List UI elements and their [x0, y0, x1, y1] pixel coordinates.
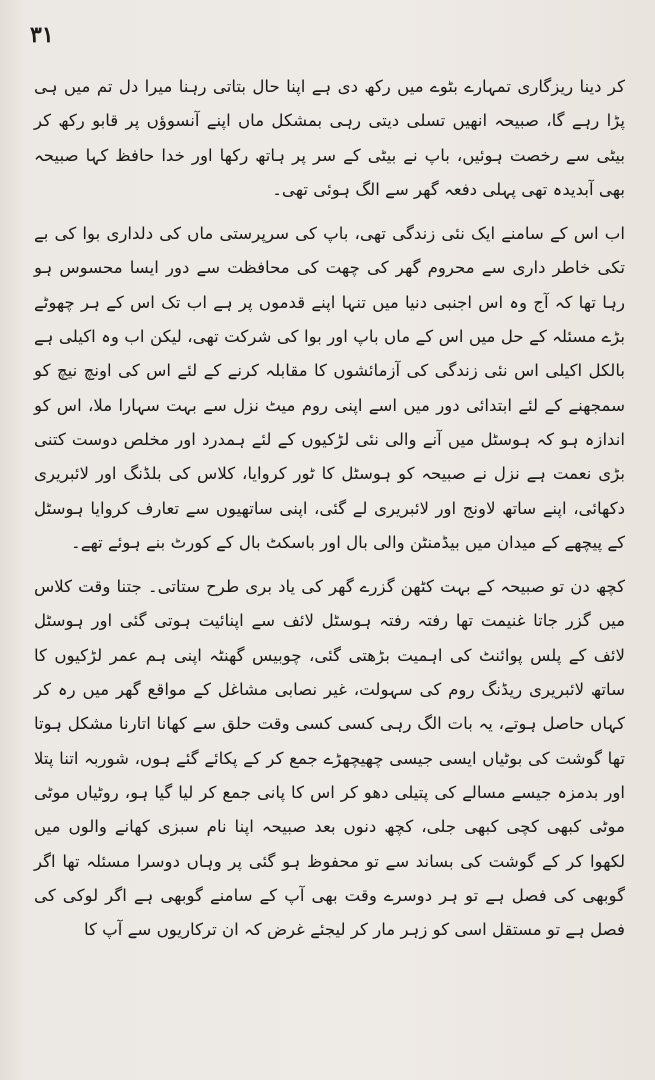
page-number: ۳۱: [30, 22, 54, 48]
paragraph-2: اب اس کے سامنے ایک نئی زندگی تھی، باپ کی سرپرستی ماں کی دلداری بوا کی بے تکی خاطر داری سے محروم گھر کی چھت کی محافظت سے دور ایسا محسوس ہو رہا تھا کہ آج وہ اس اجنبی دنیا میں تنہا اپنے قدموں پر ہے اب تک اس کے ہر چھوٹے بڑے مسئلہ کے حل میں اس کے ماں باپ اور بوا کی شرکت تھی، لیکن اب وہ اکیلی ہے بالکل اکیلی اس نئی زندگی کی آزمائشوں کا مقابلہ کرنے کے لئے اس کی اونچ نیچ کو سمجھنے کے لئے ابتدائی دور میں اسے اپنی روم میٹ نزل سے بہت سہارا ملا، اس کو اندازہ ہو کہ ہوسٹل میں آنے والی نئی لڑکیوں کے لئے ہمدرد اور مخلص دوست کتنی بڑی نعمت ہے نزل نے صبیحہ کو ہوسٹل کا ٹور کروایا، کلاس کی بلڈنگ اور لائبریری دکھائی، اپنے ساتھ لاونج اور لائبریری لے گئی، اپنی ساتھیوں سے تعارف کروایا ہوسٹل کے پیچھے کے میدان میں بیڈمنٹن والی بال اور باسکٹ بال کے کورٹ بنے ہوئے تھے۔: [34, 224, 625, 552]
paragraph-3: کچھ دن تو صبیحہ کے بہت کٹھن گزرے گھر کی یاد بری طرح ستاتی۔ جتنا وقت کلاس میں گزر جاتا غنیمت تھا رفتہ رفتہ ہوسٹل لائف سے اپنائیت ہوتی گئی اور ہوسٹل لائف کے پلس پوائنٹ کی اہمیت بڑھتی گئی، چوبیس گھنٹہ اپنی ہم عمر لڑکیوں کا ساتھ لائبریری ریڈنگ روم کی سہولت، غیر نصابی مشاغل کے مواقع گھر میں رہ کر کہاں حاصل ہوتے، یہ بات الگ رہی کسی کسی وقت حلق سے کھانا اتارنا مشکل ہوتا تھا گوشت کی بوٹیاں ایسی جیسی چھیچھڑے جمع کر کے پکائے گئے ہوں، شوربہ اتنا پتلا اور بدمزہ جیسے مسالے کی پتیلی دھو کر اس کا پانی جمع کر لیا گیا ہو، روٹیاں موٹی موٹی کبھی کچی کبھی جلی، کچھ دنوں بعد صبیحہ اپنا نام سبزی کھانے والوں میں لکھوا کر کے گوشت کی بساند سے تو محفوظ ہو گئی پر وہاں دوسرا مسئلہ تھا اگر گوبھی کی فصل ہے تو ہر دوسرے وقت بھی آپ کے سامنے گوبھی ہے اگر لوکی کی فصل ہے تو مستقل اسی کو زہر مار کر لیجئے غرض کہ ان ترکاریوں سے آپ کا: [34, 577, 625, 940]
paragraph-1: کر دینا ریزگاری تمہارے بٹوے میں رکھ دی ہے اپنا حال بتاتی رہنا میرا دل تم میں ہی پڑا رہے گا، صبیحہ انھیں تسلی دیتی رہی بمشکل ماں اپنے آنسوؤں پر قابو رکھ کر بیٹی سے رخصت ہوئیں، باپ نے بیٹی کے سر پر ہاتھ رکھا اور خدا حافظ کہا صبیحہ بھی آبدیدہ تھی پہلی دفعہ گھر سے الگ ہوئی تھی۔: [34, 77, 625, 199]
page-body: [34, 70, 625, 957]
